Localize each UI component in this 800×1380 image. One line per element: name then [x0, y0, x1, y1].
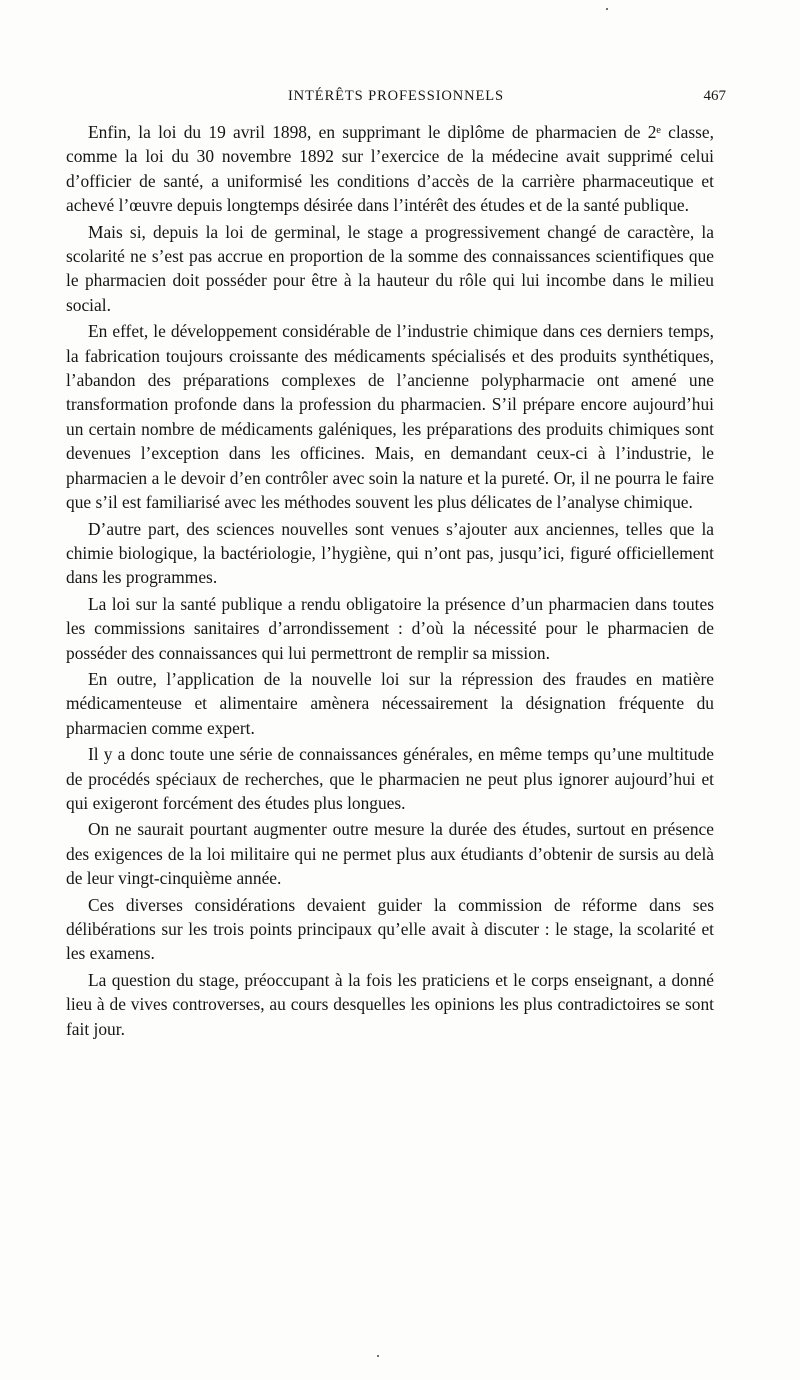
paragraph: La question du stage, préoccupant à la fois les praticiens et le corps enseignant, a donné lieu à de vives controverses, au cours desquelles les opinions les plus contradictoires se sont fait jour. — [66, 969, 714, 1039]
page-number: 467 — [703, 88, 726, 104]
running-title: INTÉRÊTS PROFESSIONNELS — [287, 88, 505, 104]
paragraph: Il y a donc toute une série de connaissances générales, en même temps qu’une multitude de procédés spéciaux de recherches, que le pharmacien ne peut plus ignorer aujourd’hui et qui exigeront forcément des études plus longues. — [66, 744, 714, 813]
paragraph: Mais si, depuis la loi de germinal, le stage a progressivement changé de caractère, la scolarité ne s’est pas accrue en proportion de la somme des connaissances scientifiques que le pharmacien doit posséder pour être à la hauteur du rôle qui lui incombe dans le milieu social. — [66, 221, 714, 315]
print-speck — [377, 1355, 379, 1357]
body-text — [66, 120, 714, 1041]
paragraph: D’autre part, des sciences nouvelles sont venues s’ajouter aux anciennes, telles que la chimie biologique, la bactériologie, l’hygiène, qui n’ont pas, jusqu’ici, figuré officiellement dans les programmes. — [66, 518, 714, 588]
running-head — [66, 88, 726, 110]
paragraph: Ces diverses considérations devaient guider la commission de réforme dans ses délibérations sur les trois points principaux qu’elle avait à discuter : le stage, la scolarité et les examens. — [66, 894, 714, 964]
paragraph: Enfin, la loi du 19 avril 1898, en supprimant le diplôme de pharmacien de 2ᵉ classe, comme la loi du 30 novembre 1892 sur l’exercice de la médecine avait supprimé celui d’officier de santé, a uniformisé les conditions d’accès de la carrière pharmaceutique et achevé l’œuvre depuis longtemps désirée dans l’intérêt des études et de la santé publique. — [66, 122, 714, 216]
print-speck — [606, 8, 608, 10]
paragraph: En effet, le développement considérable de l’industrie chimique dans ces derniers temps, la fabrication toujours croissante des médicaments spécialisés et des produits synthétiques, l’abandon des préparations complexes de l’ancienne polypharmacie ont amené une transformation profonde dans la profession du pharmacien. S’il prépare encore aujourd’hui un certain nombre de médicaments galéniques, les préparations des produits chimiques sont devenues l’exception dans les officines. Mais, en demandant ceux-ci à l’industrie, le pharmacien a le devoir d’en contrôler avec soin la nature et la pureté. Or, il ne pourra le faire que s’il est familiarisé avec les méthodes souvent les plus délicates de l’analyse chimique. — [66, 321, 714, 513]
paragraph: On ne saurait pourtant augmenter outre mesure la durée des études, surtout en présence des exigences de la loi militaire qui ne permet plus aux étudiants d’obtenir de sursis au delà de leur vingt-cinquième année. — [66, 819, 714, 889]
paragraph: En outre, l’application de la nouvelle loi sur la répression des fraudes en matière médicamenteuse et alimentaire amènera nécessairement la désignation fréquente du pharmacien comme expert. — [66, 668, 714, 738]
paragraph: La loi sur la santé publique a rendu obligatoire la présence d’un pharmacien dans toutes les commissions sanitaires d’arrondissement : d’où la nécessité pour le pharmacien de posséder des connaissances qui lui permettront de remplir sa mission. — [66, 593, 714, 663]
